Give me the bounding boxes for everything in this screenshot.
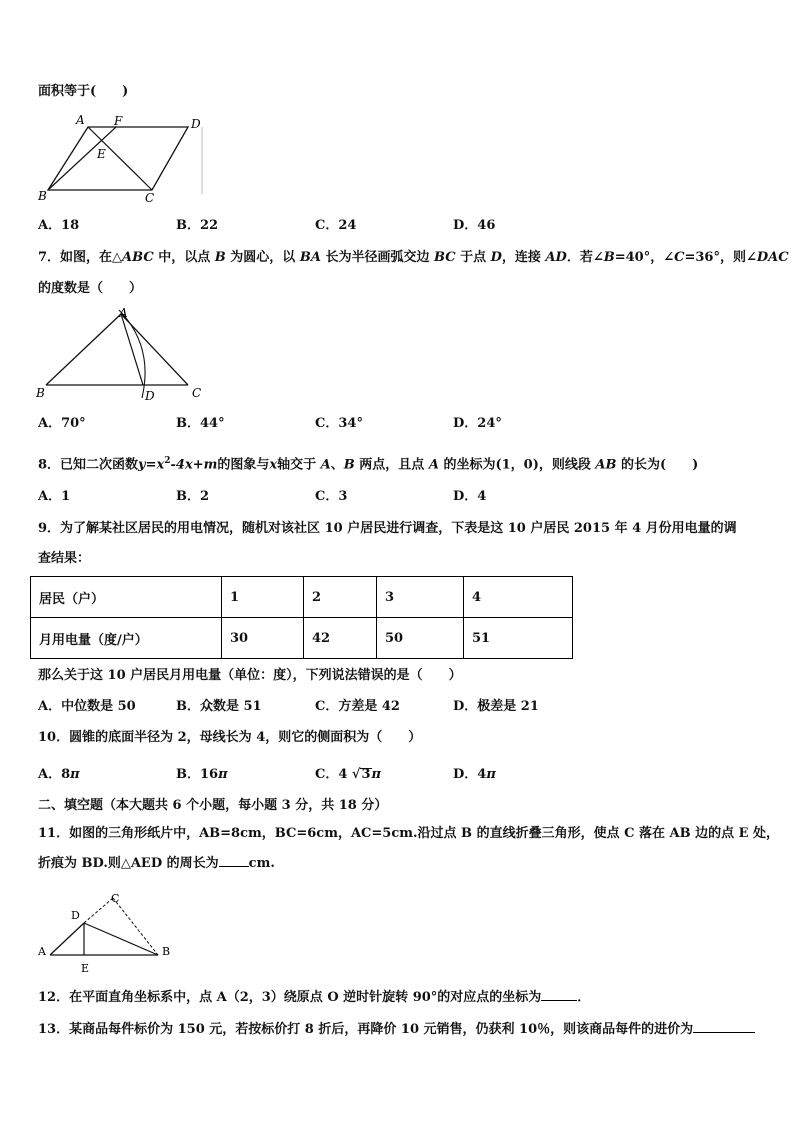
table-cell: 50 bbox=[377, 618, 464, 659]
segment-dc-dashed bbox=[84, 898, 113, 923]
label-d: D bbox=[71, 909, 80, 922]
segment-cb-dashed bbox=[113, 898, 158, 955]
q10-option-c: C．4 √3π bbox=[315, 767, 382, 782]
q9-stem-line1: 9．为了解某社区居民的用电情况，随机对该社区 10 户居民进行调查，下表是这 10 户居民 2015 年 4 月份用电量的调 bbox=[38, 521, 737, 536]
label-b: B bbox=[38, 189, 47, 203]
table-cell: 3 bbox=[377, 577, 464, 618]
q10-option-b: B．16π bbox=[176, 767, 228, 782]
table-cell: 居民（户） bbox=[31, 577, 222, 618]
q6-option-b: B．22 bbox=[176, 218, 219, 233]
label-d: D bbox=[191, 117, 201, 131]
answer-blank bbox=[219, 866, 249, 867]
q6-option-c: C．24 bbox=[315, 218, 357, 233]
parallelogram-abcd bbox=[48, 127, 188, 190]
label-b: B bbox=[36, 386, 45, 400]
q6-parallelogram-figure bbox=[36, 112, 216, 204]
table-cell: 4 bbox=[464, 577, 573, 618]
q7-option-a: A．70° bbox=[38, 416, 86, 431]
label-e: E bbox=[97, 147, 106, 161]
label-c: C bbox=[145, 191, 155, 204]
q12-stem: 12．在平面直角坐标系中，点 A（2，3）绕原点 O 逆时针旋转 90°的对应点的坐标为 ． bbox=[38, 990, 591, 1005]
label-b: B bbox=[162, 945, 171, 958]
q7-stem-line2: 的度数是（ ） bbox=[38, 281, 143, 296]
table-cell: 1 bbox=[222, 577, 304, 618]
q11-stem-line2: 折痕为 BD.则△AED 的周长为 cm. bbox=[38, 856, 275, 871]
q9-option-a: A．中位数是 50 bbox=[38, 699, 136, 714]
q9-option-d: D．极差是 21 bbox=[453, 699, 539, 714]
q7-option-c: C．34° bbox=[315, 416, 363, 431]
table-cell: 51 bbox=[464, 618, 573, 659]
q6-option-a: A．18 bbox=[38, 218, 80, 233]
section-2-heading: 二、填空题（本大题共 6 个小题，每小题 3 分，共 18 分） bbox=[38, 798, 388, 813]
q6-stem: 面积等于( ) bbox=[38, 84, 129, 99]
q10-stem: 10．圆锥的底面半径为 2，母线长为 4，则它的侧面积为（ ） bbox=[38, 730, 422, 745]
table-row bbox=[31, 618, 573, 659]
q8-option-a: A．1 bbox=[38, 489, 71, 504]
q9-stem-line2: 查结果： bbox=[38, 551, 91, 566]
q10-option-a: A．8π bbox=[38, 767, 80, 782]
table-cell: 30 bbox=[222, 618, 304, 659]
answer-blank bbox=[693, 1032, 755, 1033]
table-row bbox=[31, 577, 573, 618]
q7-stem-line1: 7．如图，在△ABC 中，以点 B 为圆心，以 BA 长为半径画弧交边 BC 于点 D，连接 AD．若∠B=40°，∠C=36°，则∠DAC bbox=[38, 250, 789, 265]
q8-option-c: C．3 bbox=[315, 489, 348, 504]
label-c: C bbox=[192, 386, 202, 400]
answer-blank bbox=[541, 1000, 577, 1001]
q9-option-c: C．方差是 42 bbox=[315, 699, 400, 714]
label-c: C bbox=[111, 892, 120, 905]
q11-fold-figure bbox=[36, 890, 186, 978]
table-cell: 月用电量（度/户） bbox=[31, 618, 222, 659]
q7-option-d: D．24° bbox=[453, 416, 502, 431]
label-a: A bbox=[76, 113, 85, 127]
q6-option-d: D．46 bbox=[453, 218, 496, 233]
q9-option-b: B．众数是 51 bbox=[176, 699, 262, 714]
q8-option-d: D．4 bbox=[453, 489, 487, 504]
label-f: F bbox=[114, 114, 123, 128]
q9-data-table bbox=[30, 576, 573, 659]
q13-stem: 13．某商品每件标价为 150 元，若按标价打 8 折后，再降价 10 元销售，仍获利 10％，则该商品每件的进价为 bbox=[38, 1021, 755, 1039]
q10-option-d: D．4π bbox=[453, 767, 496, 782]
segment-ba bbox=[46, 314, 121, 385]
label-d: D bbox=[145, 389, 155, 403]
segment-bd bbox=[84, 923, 158, 955]
label-a: A bbox=[119, 306, 128, 320]
q7-triangle-figure bbox=[36, 306, 216, 406]
segment-ad bbox=[121, 314, 143, 385]
segment-ad bbox=[50, 923, 84, 955]
q9-after-text: 那么关于这 10 户居民月用电量（单位：度），下列说法错误的是（ ） bbox=[38, 668, 462, 683]
q8-option-b: B．2 bbox=[176, 489, 210, 504]
q8-stem: 8．已知二次函数$y=x^2-4x+m$的图象与x轴交于 A、B 两点，且点 A 的坐标为(1，0)，则线段 AB 的长为( ) bbox=[38, 456, 699, 473]
table-cell: 2 bbox=[304, 577, 377, 618]
q11-stem-line1: 11．如图的三角形纸片中，AB=8cm，BC=6cm，AC=5cm.沿过点 B 的直线折叠三角形，使点 C 落在 AB 边的点 E 处， bbox=[38, 826, 780, 841]
label-e: E bbox=[81, 962, 90, 975]
label-a: A bbox=[38, 945, 46, 958]
table-cell: 42 bbox=[304, 618, 377, 659]
q7-option-b: B．44° bbox=[176, 416, 225, 431]
